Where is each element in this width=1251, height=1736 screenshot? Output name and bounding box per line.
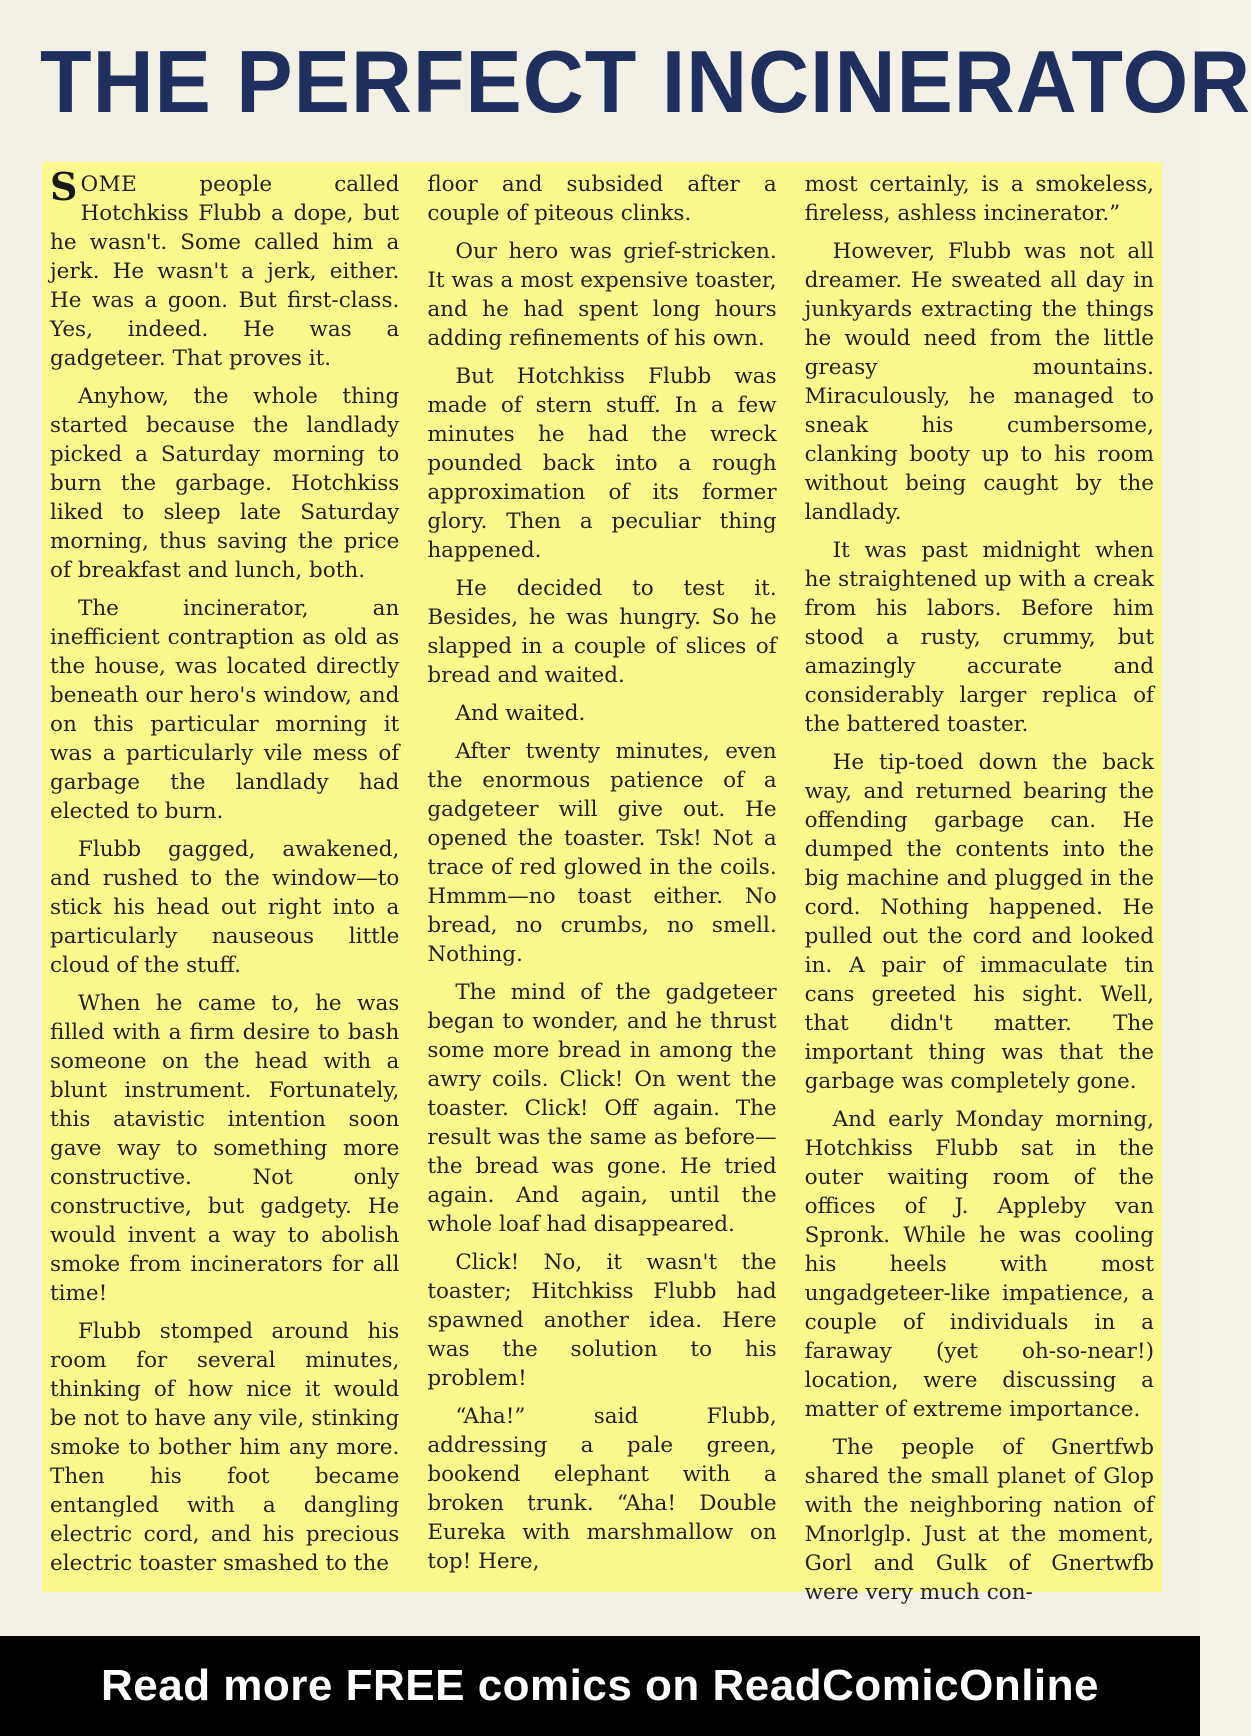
paragraph: The people of Gnertfwb shared the small planet of Glop with the neighboring nation of Mnorlglp. Just at the moment, Gorl and Gulk of Gnertwfb were very much con-: [804, 1435, 1154, 1605]
paragraph: The mind of the gadgeteer began to wonder, and he thrust some more bread in among the awry coils. Click! On went the toaster. Click! Off again. The result was the same as before—the bread was gone. He tried again. And again, until the whole loaf had disappeared.: [427, 980, 777, 1237]
text-column-1: [50, 164, 400, 1592]
paragraph: most certainly, is a smokeless, fireless, ashless incinerator.”: [804, 172, 1154, 226]
paragraph: Anyhow, the whole thing started because the landlady picked a Saturday morning to burn the garbage. Hotchkiss liked to sleep late Saturday morning, thus saving the price of breakfast and lunch, both.: [50, 384, 400, 583]
paragraph: However, Flubb was not all dreamer. He sweated all day in junkyards extracting the things he would need from the little greasy mountains. Miraculously, he managed to sneak his cumbersome, clanking booty up to his room without being caught by the landlady.: [804, 239, 1154, 525]
paragraph: The incinerator, an inefficient contraption as old as the house, was located directly beneath our hero's window, and on this particular morning it was a particularly vile mess of garbage the landlady had elected to burn.: [50, 596, 400, 824]
story-title: THE PERFECT INCINERATOR: [40, 32, 1251, 131]
paragraph: But Hotchkiss Flubb was made of stern stuff. In a few minutes he had the wreck pounded back into a rough approximation of its former glory. Then a peculiar thing happened.: [427, 364, 777, 563]
paragraph: And early Monday morning, Hotchkiss Flubb sat in the outer waiting room of the offices of J. Appleby van Spronk. While he was cooling his heels with most ungadgeteer-like impatience, a couple of individuals in a faraway (yet oh-so-near!) location, were discussing a matter of extreme importance.: [804, 1107, 1154, 1422]
promo-banner[interactable]: [0, 1636, 1200, 1736]
paragraph: Flubb gagged, awakened, and rushed to the window—to stick his head out right into a particularly nauseous little cloud of the stuff.: [50, 837, 400, 978]
paragraph: It was past midnight when he straightened up with a creak from his labors. Before him stood a rusty, crummy, but amazingly accurate and considerably larger replica of the battered toaster.: [804, 538, 1154, 737]
paragraph: Click! No, it wasn't the toaster; Hitchkiss Flubb had spawned another idea. Here was the solution to his problem!: [427, 1250, 777, 1391]
paragraph: Flubb stomped around his room for several minutes, thinking of how nice it would be not to have any vile, stinking smoke to bother him any more. Then his foot became entangled with a dangling electric cord, and his precious electric toaster smashed to the: [50, 1319, 400, 1576]
story-text-block: [42, 162, 1162, 1605]
paragraph-text: people called Hotchkiss Flubb a dope, but he wasn't. Some called him a jerk. He wasn't a jerk, either. He was a goon. But first-class. Yes, indeed. He was a gadgeteer. That proves it.: [50, 172, 400, 371]
paragraph: He decided to test it. Besides, he was hungry. So he slapped in a couple of slices of bread and waited.: [427, 576, 777, 688]
banner-link-text[interactable]: Read more FREE comics on ReadComicOnline: [100, 1661, 1099, 1710]
paragraph: And waited.: [455, 701, 586, 726]
paragraph: He tip-toed down the back way, and returned bearing the offending garbage can. He dumped the contents into the big machine and plugged in the cord. Nothing happened. He pulled out the cord and looked in. A pair of immaculate tin cans greeted his sight. Well, that didn't matter. The important thing was that the garbage was completely gone.: [804, 750, 1154, 1094]
paragraph: “Aha!” said Flubb, addressing a pale green, bookend elephant with a broken trunk. “Aha! Double Eureka with marshmallow on top! Here,: [427, 1404, 777, 1574]
text-column-3: [804, 170, 1154, 1605]
text-column-2: [427, 170, 776, 1592]
drop-cap: S: [50, 164, 78, 209]
paragraph: [50, 164, 400, 373]
paragraph: floor and subsided after a couple of piteous clinks.: [427, 172, 777, 226]
paragraph: Our hero was grief-stricken. It was a most expensive toaster, and he had spent long hours adding refinements of his own.: [427, 239, 777, 351]
paragraph: After twenty minutes, even the enormous patience of a gadgeteer will give out. He opened the toaster. Tsk! Not a trace of red glowed in the coils. Hmmm—no toast either. No bread, no crumbs, no smell. Nothing.: [427, 739, 777, 967]
paragraph: When he came to, he was filled with a firm desire to bash someone on the head with a blunt instrument. Fortunately, this atavistic intention soon gave way to something more constructive. Not only constructive, but gadgety. He would invent a way to abolish smoke from incinerators for all time!: [50, 991, 400, 1306]
first-word: OME: [80, 172, 138, 197]
